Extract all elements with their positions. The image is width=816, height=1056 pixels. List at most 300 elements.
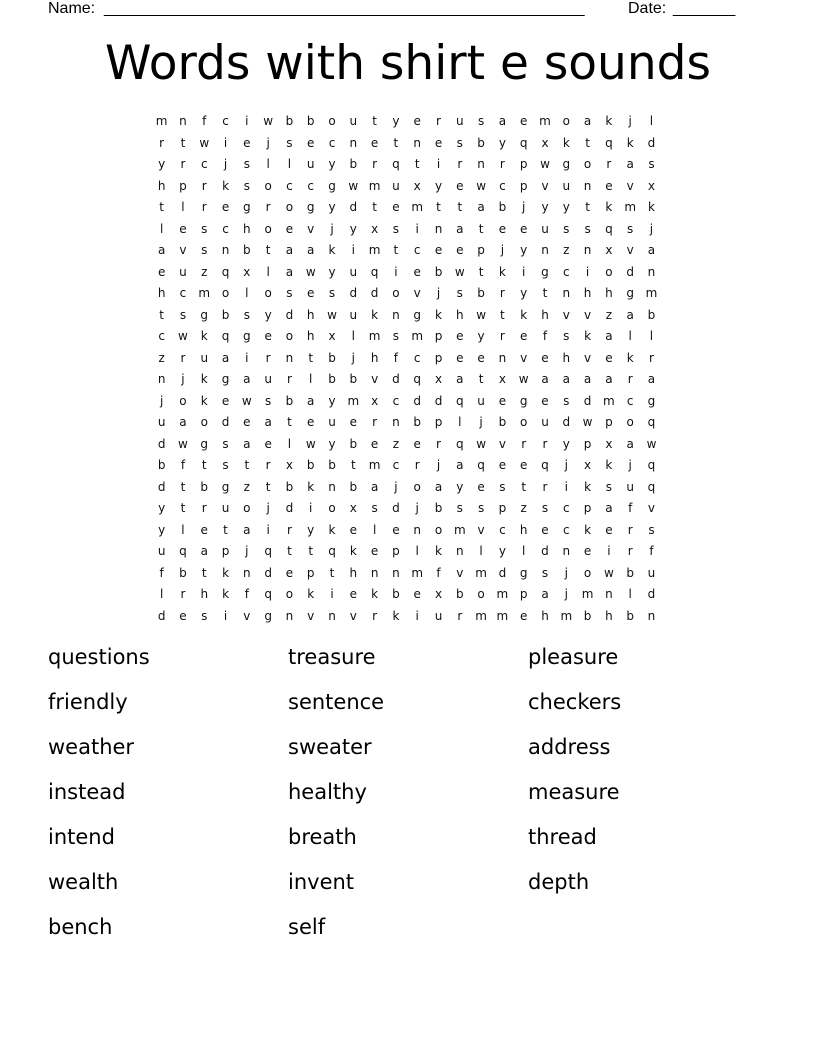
grid-letter: n xyxy=(647,608,656,623)
grid-letter: a xyxy=(605,501,613,515)
grid-letter: v xyxy=(626,243,634,257)
grid-letter: y xyxy=(562,200,570,214)
grid-letter: e xyxy=(477,479,485,494)
grid-letter: l xyxy=(159,221,164,236)
grid-letter: l xyxy=(287,157,292,171)
grid-letter: a xyxy=(456,458,464,472)
grid-letter: p xyxy=(434,329,443,343)
grid-letter: g xyxy=(519,393,528,408)
grid-letter: w xyxy=(476,307,487,322)
grid-letter: w xyxy=(540,157,550,171)
grid-letter: t xyxy=(478,264,484,279)
grid-letter: k xyxy=(498,264,506,279)
grid-letter: j xyxy=(649,221,654,236)
grid-letter: q xyxy=(647,415,656,429)
grid-letter: k xyxy=(626,350,634,365)
grid-letter: n xyxy=(349,135,358,150)
grid-letter: x xyxy=(434,372,443,386)
grid-letter: e xyxy=(200,522,208,537)
grid-letter: y xyxy=(307,522,315,537)
grid-letter: n xyxy=(434,221,443,236)
grid-letter: a xyxy=(370,479,379,494)
grid-letter: r xyxy=(265,350,271,365)
grid-letter: p xyxy=(519,587,528,601)
grid-letter: l xyxy=(479,544,483,558)
grid-letter: u xyxy=(626,479,634,494)
grid-letter: k xyxy=(328,243,336,257)
grid-letter: r xyxy=(627,522,633,537)
grid-letter: q xyxy=(455,393,464,408)
grid-letter: s xyxy=(201,221,208,236)
grid-letter: h xyxy=(243,221,251,236)
grid-letter: s xyxy=(201,243,208,257)
grid-letter: c xyxy=(562,522,570,537)
grid-letter: s xyxy=(541,501,549,515)
grid-letter: n xyxy=(562,544,571,558)
grid-letter: h xyxy=(200,587,209,601)
grid-letter: j xyxy=(564,565,568,580)
grid-letter: n xyxy=(328,479,336,494)
grid-letter: h xyxy=(349,565,358,580)
grid-letter: n xyxy=(583,243,592,257)
grid-letter: c xyxy=(413,350,421,365)
grid-letter: d xyxy=(349,200,358,214)
grid-letter: n xyxy=(477,157,485,171)
grid-letter: i xyxy=(223,135,228,150)
grid-letter: t xyxy=(436,200,441,214)
grid-letter: c xyxy=(307,178,315,193)
grid-row xyxy=(151,369,662,391)
grid-letter: u xyxy=(328,415,336,429)
grid-letter: o xyxy=(562,114,570,128)
grid-letter: s xyxy=(477,501,485,515)
grid-letter: l xyxy=(245,286,249,300)
grid-letter: y xyxy=(520,286,528,300)
grid-letter: w xyxy=(305,436,316,451)
grid-letter: e xyxy=(221,393,230,408)
grid-letter: l xyxy=(522,544,526,558)
grid-letter: j xyxy=(522,200,526,214)
grid-letter: m xyxy=(496,587,509,601)
grid-letter: e xyxy=(243,415,251,429)
grid-letter: i xyxy=(415,221,419,236)
grid-letter: k xyxy=(328,522,336,537)
date-line[interactable]: _______ xyxy=(673,0,736,17)
grid-letter: r xyxy=(414,458,420,472)
grid-letter: t xyxy=(265,243,271,257)
grid-letter: y xyxy=(498,544,506,558)
grid-row xyxy=(151,283,662,305)
name-label: Name: xyxy=(48,0,96,17)
grid-letter: c xyxy=(562,264,570,279)
grid-letter: w xyxy=(241,393,252,408)
grid-letter: k xyxy=(200,393,208,408)
grid-letter: e xyxy=(392,522,400,537)
grid-letter: b xyxy=(200,479,209,494)
grid-letter: r xyxy=(265,458,271,472)
grid-letter: q xyxy=(264,587,272,601)
grid-letter: v xyxy=(477,522,485,537)
grid-letter: c xyxy=(392,393,400,408)
grid-letter: e xyxy=(243,135,251,150)
grid-letter: c xyxy=(392,458,400,472)
word-list-item: depth xyxy=(528,870,590,894)
grid-letter: t xyxy=(478,221,484,236)
grid-letter: e xyxy=(520,329,528,343)
grid-letter: h xyxy=(562,350,571,365)
grid-letter: w xyxy=(178,329,188,343)
grid-letter: d xyxy=(392,372,400,386)
grid-letter: g xyxy=(647,393,656,408)
grid-letter: m xyxy=(411,565,424,580)
grid-letter: e xyxy=(520,221,528,236)
word-list-item: breath xyxy=(288,825,357,849)
grid-letter: h xyxy=(541,307,549,322)
grid-letter: p xyxy=(179,178,187,193)
grid-letter: p xyxy=(221,544,230,558)
grid-row xyxy=(151,606,662,628)
word-list-item: questions xyxy=(48,645,150,669)
grid-letter: a xyxy=(307,393,315,408)
grid-letter: u xyxy=(306,157,315,171)
grid-row xyxy=(151,262,662,284)
letter-grid xyxy=(151,111,662,627)
grid-letter: q xyxy=(647,479,656,494)
grid-letter: q xyxy=(392,157,400,171)
grid-letter: x xyxy=(243,264,251,279)
grid-letter: v xyxy=(520,350,528,365)
word-list-item: intend xyxy=(48,825,115,849)
grid-letter: i xyxy=(223,608,228,623)
grid-letter: j xyxy=(245,544,249,558)
grid-letter: i xyxy=(330,587,334,601)
grid-letter: d xyxy=(647,135,656,150)
grid-letter: a xyxy=(179,415,187,429)
grid-letter: w xyxy=(327,307,337,322)
grid-letter: g xyxy=(413,307,422,322)
grid-letter: k xyxy=(307,587,315,601)
grid-letter: x xyxy=(285,458,293,472)
grid-letter: b xyxy=(349,436,358,451)
grid-letter: j xyxy=(436,286,441,300)
grid-letter: j xyxy=(159,393,164,408)
grid-letter: m xyxy=(475,565,487,580)
grid-letter: s xyxy=(541,565,549,580)
grid-letter: t xyxy=(201,458,207,472)
grid-letter: w xyxy=(178,436,188,451)
grid-letter: i xyxy=(266,522,270,537)
grid-letter: j xyxy=(394,479,398,494)
grid-letter: e xyxy=(520,608,528,623)
grid-letter: k xyxy=(200,372,208,386)
grid-letter: t xyxy=(265,479,271,494)
page-title: Words with shirt e sounds xyxy=(105,36,711,91)
grid-letter: a xyxy=(562,372,570,386)
grid-letter: p xyxy=(605,415,613,429)
grid-letter: g xyxy=(306,200,315,214)
grid-letter: b xyxy=(285,114,294,128)
grid-row xyxy=(151,520,662,542)
grid-letter: g xyxy=(200,436,209,451)
grid-letter: m xyxy=(603,393,615,408)
grid-letter: b xyxy=(477,135,485,150)
grid-letter: n xyxy=(392,415,400,429)
grid-letter: k xyxy=(222,565,230,580)
grid-letter: c xyxy=(286,178,293,193)
grid-letter: r xyxy=(436,436,441,451)
grid-letter: h xyxy=(605,286,613,300)
grid-letter: v xyxy=(307,608,315,623)
grid-letter: r xyxy=(457,157,463,171)
grid-letter: e xyxy=(434,135,443,150)
grid-letter: d xyxy=(583,393,592,408)
grid-letter: b xyxy=(328,372,336,386)
grid-letter: g xyxy=(221,479,230,494)
grid-letter: n xyxy=(370,565,379,580)
grid-letter: s xyxy=(563,329,570,343)
grid-letter: r xyxy=(286,372,292,386)
grid-letter: e xyxy=(520,114,528,128)
grid-letter: s xyxy=(222,436,229,451)
grid-letter: t xyxy=(180,479,186,494)
grid-letter: o xyxy=(477,587,485,601)
grid-letter: o xyxy=(264,286,272,300)
grid-letter: c xyxy=(222,221,229,236)
grid-letter: e xyxy=(349,415,358,429)
grid-letter: c xyxy=(499,522,506,537)
grid-letter: m xyxy=(368,178,381,193)
grid-letter: t xyxy=(393,135,399,150)
grid-letter: a xyxy=(477,200,485,214)
grid-letter: g xyxy=(221,372,230,386)
grid-letter: d xyxy=(157,608,166,623)
grid-letter: c xyxy=(562,501,570,515)
grid-letter: d xyxy=(541,544,549,558)
grid-letter: a xyxy=(243,372,251,386)
grid-row xyxy=(151,197,662,219)
grid-letter: a xyxy=(541,372,549,386)
grid-letter: b xyxy=(243,243,251,257)
grid-letter: u xyxy=(392,178,400,193)
grid-letter: e xyxy=(349,522,358,537)
grid-letter: r xyxy=(372,415,378,429)
grid-letter: b xyxy=(328,350,336,365)
grid-letter: s xyxy=(563,393,570,408)
header xyxy=(48,0,748,20)
grid-letter: u xyxy=(647,565,656,580)
grid-letter: z xyxy=(158,350,165,365)
grid-letter: x xyxy=(371,393,379,408)
name-line[interactable]: ______________________________________________________ xyxy=(104,0,585,17)
grid-letter: z xyxy=(563,243,570,257)
grid-letter: r xyxy=(201,178,207,193)
grid-row xyxy=(151,154,662,176)
grid-letter: x xyxy=(498,372,506,386)
grid-letter: p xyxy=(519,178,528,193)
grid-letter: a xyxy=(434,479,443,494)
grid-letter: n xyxy=(285,608,294,623)
grid-letter: u xyxy=(477,393,485,408)
grid-letter: l xyxy=(415,544,419,558)
grid-letter: a xyxy=(626,307,634,322)
grid-letter: d xyxy=(157,436,166,451)
grid-letter: j xyxy=(564,587,568,601)
grid-letter: o xyxy=(583,157,592,171)
grid-letter: w xyxy=(476,178,487,193)
grid-letter: n xyxy=(285,350,294,365)
grid-letter: r xyxy=(180,350,186,365)
grid-letter: e xyxy=(456,350,464,365)
grid-letter: p xyxy=(306,565,315,580)
grid-letter: d xyxy=(285,501,294,515)
grid-letter: t xyxy=(500,307,505,322)
grid-letter: e xyxy=(541,522,549,537)
grid-letter: o xyxy=(285,200,294,214)
grid-letter: d xyxy=(264,565,272,580)
grid-letter: v xyxy=(498,436,506,451)
grid-letter: s xyxy=(328,286,336,300)
grid-letter: o xyxy=(583,565,592,580)
grid-letter: i xyxy=(245,114,249,128)
grid-letter: g xyxy=(562,157,571,171)
grid-letter: w xyxy=(263,114,274,128)
grid-letter: b xyxy=(285,479,294,494)
word-list-item: address xyxy=(528,735,611,759)
grid-letter: w xyxy=(305,264,316,279)
grid-row xyxy=(151,219,662,241)
grid-letter: a xyxy=(456,372,464,386)
grid-letter: u xyxy=(157,415,166,429)
grid-letter: u xyxy=(349,114,358,128)
date-label: Date: xyxy=(628,0,667,17)
word-list-item: weather xyxy=(48,735,135,759)
grid-letter: b xyxy=(328,458,336,472)
grid-letter: n xyxy=(605,587,613,601)
grid-letter: i xyxy=(245,350,249,365)
grid-letter: u xyxy=(434,608,443,623)
grid-letter: v xyxy=(541,178,549,193)
grid-letter: y xyxy=(434,178,443,193)
grid-letter: y xyxy=(349,221,357,236)
grid-letter: n xyxy=(541,243,549,257)
grid-row xyxy=(151,477,662,499)
grid-letter: f xyxy=(649,544,654,558)
grid-letter: x xyxy=(349,501,357,515)
grid-letter: q xyxy=(605,221,613,236)
grid-row xyxy=(151,455,662,477)
grid-letter: s xyxy=(265,393,272,408)
grid-letter: p xyxy=(434,415,443,429)
grid-letter: q xyxy=(541,458,549,472)
grid-letter: i xyxy=(309,501,313,515)
grid-letter: o xyxy=(264,178,272,193)
grid-letter: u xyxy=(562,178,571,193)
grid-letter: h xyxy=(370,350,379,365)
grid-letter: a xyxy=(285,264,294,279)
grid-row xyxy=(151,240,662,262)
grid-letter: n xyxy=(413,522,422,537)
grid-letter: o xyxy=(285,329,294,343)
grid-letter: b xyxy=(306,458,315,472)
grid-letter: j xyxy=(415,501,419,515)
grid-letter: f xyxy=(244,587,249,601)
grid-letter: q xyxy=(264,544,272,558)
grid-letter: n xyxy=(392,565,400,580)
grid-letter: y xyxy=(158,157,166,171)
grid-letter: k xyxy=(605,200,613,214)
grid-letter: b xyxy=(477,286,485,300)
grid-letter: j xyxy=(564,458,568,472)
grid-letter: y xyxy=(456,479,464,494)
grid-letter: v xyxy=(562,307,570,322)
grid-letter: d xyxy=(370,286,379,300)
grid-letter: q xyxy=(221,264,230,279)
grid-letter: p xyxy=(498,501,507,515)
grid-letter: e xyxy=(605,178,613,193)
grid-letter: b xyxy=(349,479,358,494)
grid-letter: i xyxy=(564,479,568,494)
grid-letter: g xyxy=(243,329,251,343)
grid-letter: t xyxy=(287,415,292,429)
grid-letter: t xyxy=(478,372,484,386)
grid-letter: v xyxy=(456,565,464,580)
grid-letter: d xyxy=(157,479,166,494)
grid-letter: r xyxy=(499,286,505,300)
grid-letter: d xyxy=(221,415,230,429)
grid-letter: t xyxy=(350,458,356,472)
grid-letter: k xyxy=(584,329,592,343)
grid-letter: r xyxy=(201,501,207,515)
grid-letter: w xyxy=(199,135,210,150)
grid-letter: t xyxy=(201,565,207,580)
grid-letter: k xyxy=(349,544,357,558)
grid-letter: r xyxy=(457,608,463,623)
grid-letter: l xyxy=(309,372,313,386)
grid-letter: e xyxy=(498,458,507,472)
grid-row xyxy=(151,176,662,198)
grid-letter: r xyxy=(627,544,633,558)
grid-letter: z xyxy=(243,479,250,494)
grid-letter: d xyxy=(285,307,294,322)
grid-letter: r xyxy=(606,157,612,171)
grid-letter: n xyxy=(392,307,400,322)
word-list-item: thread xyxy=(528,825,597,849)
grid-letter: a xyxy=(498,114,507,128)
grid-letter: x xyxy=(434,587,443,601)
grid-letter: v xyxy=(371,372,379,386)
grid-letter: j xyxy=(181,372,185,386)
grid-letter: m xyxy=(368,458,381,472)
grid-letter: r xyxy=(521,436,527,451)
grid-letter: b xyxy=(285,393,294,408)
grid-letter: l xyxy=(628,329,632,343)
grid-letter: a xyxy=(583,372,592,386)
grid-letter: k xyxy=(435,307,442,322)
word-list-item: sweater xyxy=(288,735,372,759)
grid-letter: s xyxy=(201,608,208,623)
grid-letter: l xyxy=(266,264,270,279)
grid-letter: r xyxy=(180,157,186,171)
grid-letter: j xyxy=(223,157,228,171)
word-list-item: invent xyxy=(288,870,355,894)
grid-letter: d xyxy=(349,286,358,300)
grid-letter: k xyxy=(435,544,442,558)
grid-letter: z xyxy=(605,307,613,322)
grid-letter: e xyxy=(413,587,421,601)
grid-letter: e xyxy=(349,587,358,601)
grid-letter: p xyxy=(519,157,528,171)
grid-letter: i xyxy=(607,544,611,558)
